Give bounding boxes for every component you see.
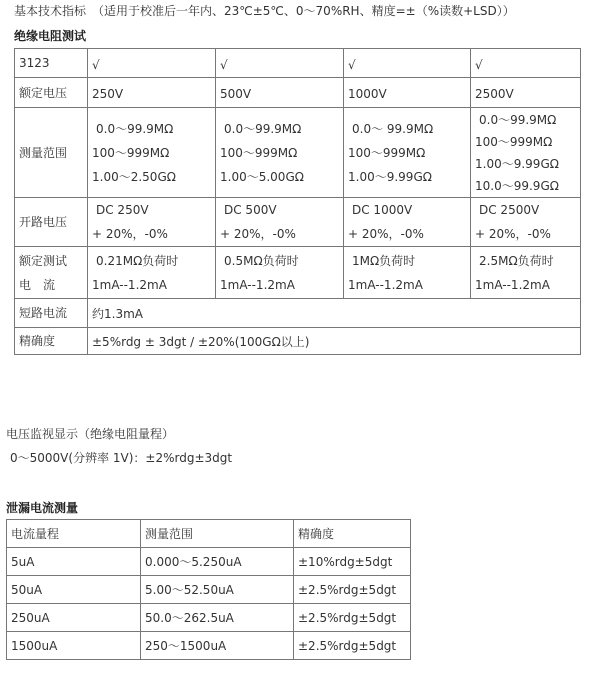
leakage-cell: 250uA [7, 604, 141, 632]
insulation-row [15, 49, 581, 78]
spec-header: 基本技术指标 （适用于校准后一年内、23℃±5℃、0～70%RH、精度=±（%读数+LSD）） [14, 4, 515, 18]
cell-line: 100～999MΩ [220, 145, 298, 160]
leakage-cell: 250～1500uA [141, 632, 294, 660]
leakage-table [6, 519, 411, 660]
cell-line: 2500V [475, 87, 514, 101]
cell-line: + 20%，-0% [92, 227, 168, 241]
leakage-row [7, 576, 411, 604]
insulation-row [15, 78, 581, 108]
leakage-cell: 5.00～52.50uA [141, 576, 294, 604]
spec-cell [471, 49, 581, 78]
row-label: 测量范围 [15, 108, 88, 198]
cell-line: √ [220, 58, 228, 72]
row-label: 短路电流 [15, 299, 88, 328]
cell-line: 0.0～ 99.9MΩ [352, 121, 434, 136]
cell-line: 100～999MΩ [348, 145, 426, 160]
insulation-table [14, 48, 581, 355]
spec-cell [88, 108, 216, 198]
column-header: 测量范围 [141, 520, 294, 548]
cell-line: + 20%，-0% [348, 227, 424, 241]
spanned-value: ±5%rdg ± 3dgt / ±20%(100GΩ以上) [88, 328, 581, 355]
cell-line: 1.00～5.00GΩ [220, 169, 304, 184]
voltage-monitor-value: 0～5000V(分辨率 1V)：±2%rdg±3dgt [10, 451, 233, 465]
leakage-cell: 5uA [7, 548, 141, 576]
spec-cell [344, 108, 471, 198]
leakage-row [7, 632, 411, 660]
row-label: 精确度 [15, 328, 88, 355]
cell-line: DC 500V [224, 203, 277, 217]
cell-line: √ [475, 58, 483, 72]
cell-line: 2.5MΩ负荷时 [479, 253, 554, 268]
row-label: 额定电压 [15, 78, 88, 108]
column-header: 精确度 [294, 520, 411, 548]
leakage-cell: 1500uA [7, 632, 141, 660]
cell-line: DC 250V [96, 203, 149, 217]
cell-line: 0.5MΩ负荷时 [224, 253, 299, 268]
insulation-row [15, 299, 581, 328]
spec-cell [344, 78, 471, 108]
cell-line: 250V [92, 87, 124, 101]
cell-line: 0.0～99.9MΩ [224, 121, 302, 136]
leakage-cell: 50uA [7, 576, 141, 604]
cell-line: 0.0～99.9MΩ [479, 112, 557, 127]
spec-cell [344, 198, 471, 247]
cell-line: + 20%，-0% [475, 227, 551, 241]
leakage-cell: 0.000～5.250uA [141, 548, 294, 576]
cell-line: 1mA--1.2mA [92, 277, 167, 292]
spec-cell [344, 247, 471, 299]
cell-line: 10.0～99.9GΩ [475, 178, 559, 193]
spec-cell [216, 108, 344, 198]
leakage-header-row [7, 520, 411, 548]
cell-line: + 20%，-0% [220, 227, 296, 241]
leakage-cell: 50.0～262.5uA [141, 604, 294, 632]
cell-line: 500V [220, 87, 252, 101]
cell-line: 0.21MΩ负荷时 [96, 253, 179, 268]
insulation-row [15, 328, 581, 355]
spec-cell [88, 247, 216, 299]
leakage-cell: ±10%rdg±5dgt [294, 548, 411, 576]
spec-cell [471, 198, 581, 247]
spec-cell [88, 49, 216, 78]
spec-cell [344, 49, 471, 78]
row-label: 开路电压 [15, 198, 88, 247]
column-header: 电流量程 [7, 520, 141, 548]
cell-line: 1MΩ负荷时 [352, 253, 416, 268]
cell-line: 1mA--1.2mA [475, 277, 550, 292]
leakage-cell: ±2.5%rdg±5dgt [294, 576, 411, 604]
cell-line: 100～999MΩ [475, 134, 553, 149]
leakage-row [7, 548, 411, 576]
cell-line: DC 1000V [352, 203, 413, 217]
cell-line: 0.0～99.9MΩ [96, 121, 174, 136]
spec-cell [471, 108, 581, 198]
spec-cell [88, 198, 216, 247]
cell-line: 1.00～9.99GΩ [348, 169, 432, 184]
spec-cell [216, 247, 344, 299]
leakage-row [7, 604, 411, 632]
spec-cell [471, 78, 581, 108]
insulation-row [15, 108, 581, 198]
spec-cell [216, 78, 344, 108]
cell-line: 1.00～9.99GΩ [475, 156, 559, 171]
cell-line: 1mA--1.2mA [220, 277, 295, 292]
cell-line: 1.00～2.50GΩ [92, 169, 176, 184]
cell-line: 1000V [348, 87, 387, 101]
spanned-value: 约1.3mA [88, 299, 581, 328]
leakage-cell: ±2.5%rdg±5dgt [294, 604, 411, 632]
row-label: 额定测试 电 流 [15, 247, 88, 299]
leakage-cell: ±2.5%rdg±5dgt [294, 632, 411, 660]
spec-cell [471, 247, 581, 299]
spec-cell [216, 49, 344, 78]
voltage-monitor-title: 电压监视显示（绝缘电阻量程） [6, 427, 175, 441]
spec-cell [88, 78, 216, 108]
insulation-row [15, 247, 581, 299]
cell-line: √ [348, 58, 356, 72]
cell-line: √ [92, 58, 100, 72]
insulation-row [15, 198, 581, 247]
section-title-insulation: 绝缘电阻测试 [14, 29, 87, 43]
cell-line: 1mA--1.2mA [348, 277, 423, 292]
spec-cell [216, 198, 344, 247]
cell-line: DC 2500V [479, 203, 540, 217]
cell-line: 100～999MΩ [92, 145, 170, 160]
row-label: 3123 [15, 49, 88, 78]
section-title-leakage: 泄漏电流测量 [6, 501, 79, 515]
